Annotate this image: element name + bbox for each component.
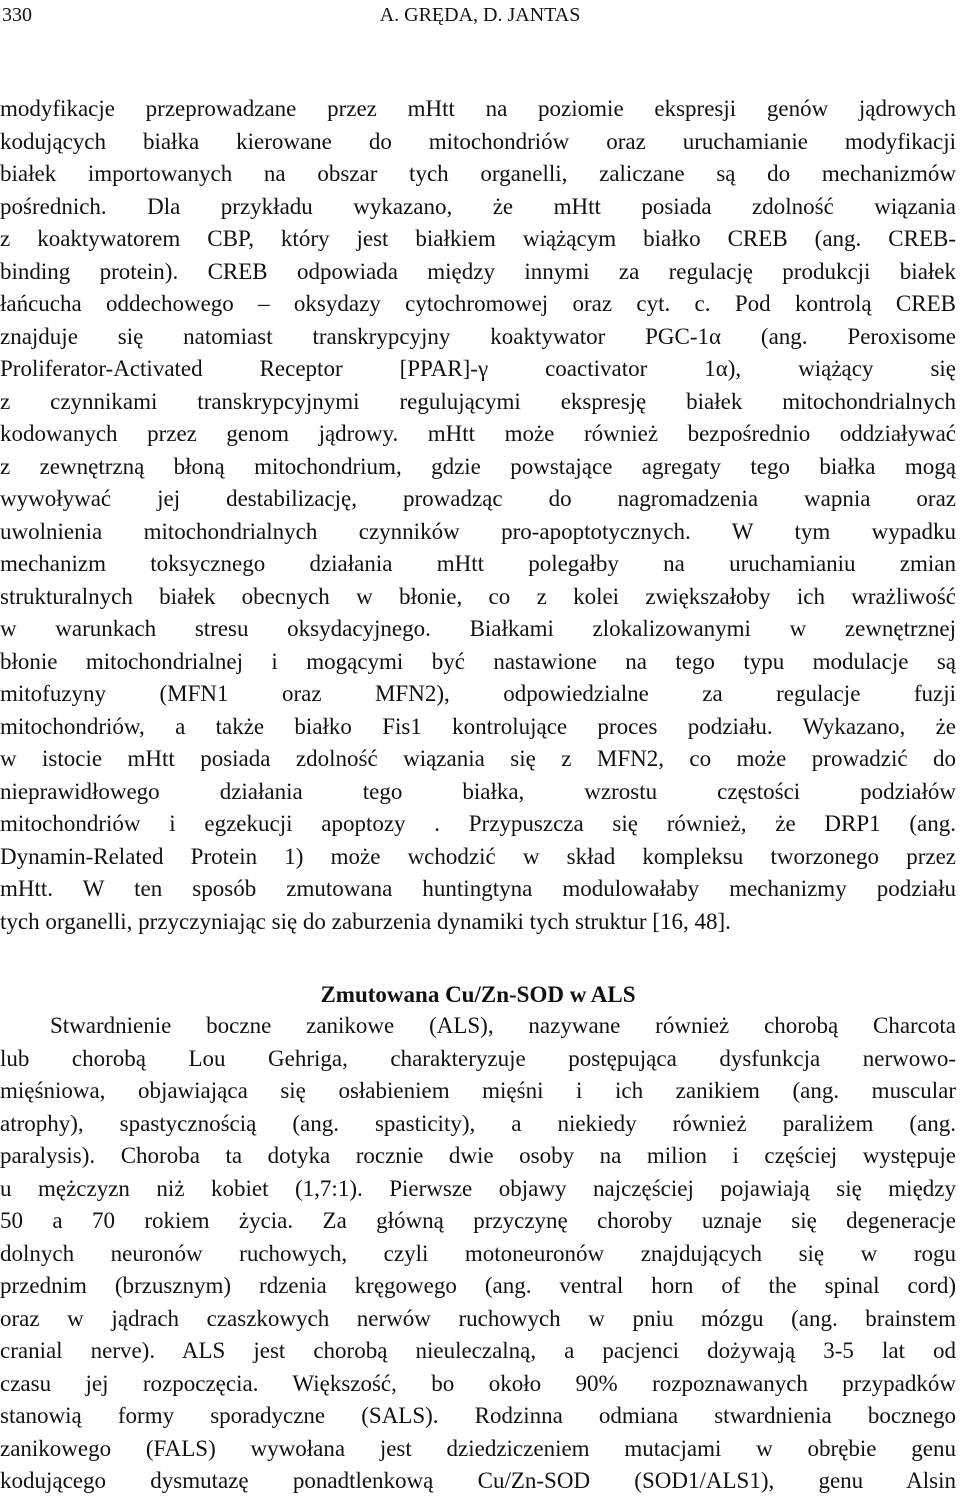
text-line: uwolnienia mitochondrialnych czynników pro-apoptotycznych. W tym wypadku [0,518,956,544]
text-line: w warunkach stresu oksydacyjnego. Białkami zlokalizowanymi w zewnętrznej [0,616,956,641]
text-line: nieprawidłowego działania tego białka, wzrostu częstości podziałów [0,778,956,804]
text-line: dolnych neuronów ruchowych, czyli motoneuronów znajdujących się w rogu [0,1240,956,1266]
text-line: cranial nerve). ALS jest chorobą nieuleczalną, a pacjenci dożywają 3-5 lat od [0,1338,956,1363]
text-line: strukturalnych białek obecnych w błonie, co z kolei zwiększałoby ich wrażliwość [0,583,956,609]
text-line: mitochondriów i egzekucji apoptozy . Przypuszcza się również, że DRP1 (ang. [0,811,956,836]
running-head: A. GRĘDA, D. JANTAS [379,4,581,26]
section-heading: Zmutowana Cu/Zn-SOD w ALS [320,982,636,1007]
page-number: 330 [2,4,32,26]
text-line: mięśniowa, objawiająca się osłabieniem mięśni i ich zanikiem (ang. muscular [0,1078,956,1103]
text-line: wywoływać jej destabilizację, prowadząc do nagromadzenia wapnia oraz [0,486,956,511]
text-line: lub chorobą Lou Gehriga, charakteryzuje postępująca dysfunkcja nerwowo- [0,1045,956,1071]
text-line: tych organelli, przyczyniając się do zaburzenia dynamiki tych struktur [16, 48]. [0,908,731,934]
text-line: kodujących białka kierowane do mitochondriów oraz uruchamianie modyfikacji [0,128,956,154]
text-line: pośrednich. Dla przykładu wykazano, że mHtt posiada zdolność wiązania [0,193,956,219]
text-line: mechanizm toksycznego działania mHtt polegałby na uruchamianiu zmian [0,551,956,576]
paragraph-1 [0,93,956,938]
text-line: przednim (brzusznym) rdzenia kręgowego (ang. ventral horn of the spinal cord) [0,1273,956,1298]
text-line: mitofuzyny (MFN1 oraz MFN2), odpowiedzialne za regulacje fuzji [0,681,956,706]
text-line: łańcucha oddechowego – oksydazy cytochromowej oraz cyt. c. Pod kontrolą CREB [0,291,956,316]
text-line: paralysis). Choroba ta dotyka rocznie dwie osoby na milion i częściej występuje [0,1143,956,1168]
text-line: u mężczyzn niż kobiet (1,7:1). Pierwsze objawy najczęściej pojawiają się między [0,1175,956,1201]
text-line: z czynnikami transkrypcyjnymi regulującymi ekspresję białek mitochondrialnych [0,388,956,414]
text-line: Proliferator-Activated Receptor [PPAR]-γ coactivator 1α), wiążący się [0,356,956,381]
text-line: mitochondriów, a także białko Fis1 kontrolujące proces podziału. Wykazano, że [0,713,956,739]
text-line: błonie mitochondrialnej i mogącymi być nastawione na tego typu modulacje są [0,648,956,674]
text-line: z koaktywatorem CBP, który jest białkiem wiążącym białko CREB (ang. CREB- [0,226,956,251]
text-line: czasu jej rozpoczęcia. Większość, bo około 90% rozpoznawanych przypadków [0,1370,956,1396]
text-line: mHtt. W ten sposób zmutowana huntingtyna modulowałaby mechanizmy podziału [0,876,956,901]
text-line: białek importowanych na obszar tych organelli, zaliczane są do mechanizmów [0,161,956,186]
text-line: kodowanych przez genom jądrowy. mHtt może również bezpośrednio oddziaływać [0,421,956,446]
text-line: kodującego dysmutazę ponadtlenkową Cu/Zn-SOD (SOD1/ALS1), genu Alsin [0,1468,956,1493]
text-line: zanikowego (FALS) wywołana jest dziedziczeniem mutacjami w obrębie genu [0,1435,956,1461]
text-line: binding protein). CREB odpowiada między innymi za regulację produkcji białek [0,258,956,284]
text-line: z zewnętrzną błoną mitochondrium, gdzie powstające agregaty tego białka mogą [0,453,956,479]
text-line: oraz w jądrach czaszkowych nerwów ruchowych w pniu mózgu (ang. brainstem [0,1305,956,1331]
text-line: modyfikacje przeprowadzane przez mHtt na poziomie ekspresji genów jądrowych [0,96,956,121]
page-header [0,0,960,30]
text-line: Stwardnienie boczne zanikowe (ALS), nazywane również chorobą Charcota [50,1013,956,1038]
paragraph-2 [0,1010,956,1498]
text-line: 50 a 70 rokiem życia. Za główną przyczynę choroby uznaje się degeneracje [0,1208,956,1233]
text-line: Dynamin-Related Protein 1) może wchodzić w skład kompleksu tworzonego przez [0,843,956,869]
text-line: stanowią formy sporadyczne (SALS). Rodzinna odmiana stwardnienia bocznego [0,1403,956,1428]
text-line: w istocie mHtt posiada zdolność wiązania się z MFN2, co może prowadzić do [0,746,956,771]
text-line: atrophy), spastycznością (ang. spasticity), a niekiedy również paraliżem (ang. [0,1110,956,1136]
text-line: znajduje się natomiast transkrypcyjny koaktywator PGC-1α (ang. Peroxisome [0,323,956,349]
